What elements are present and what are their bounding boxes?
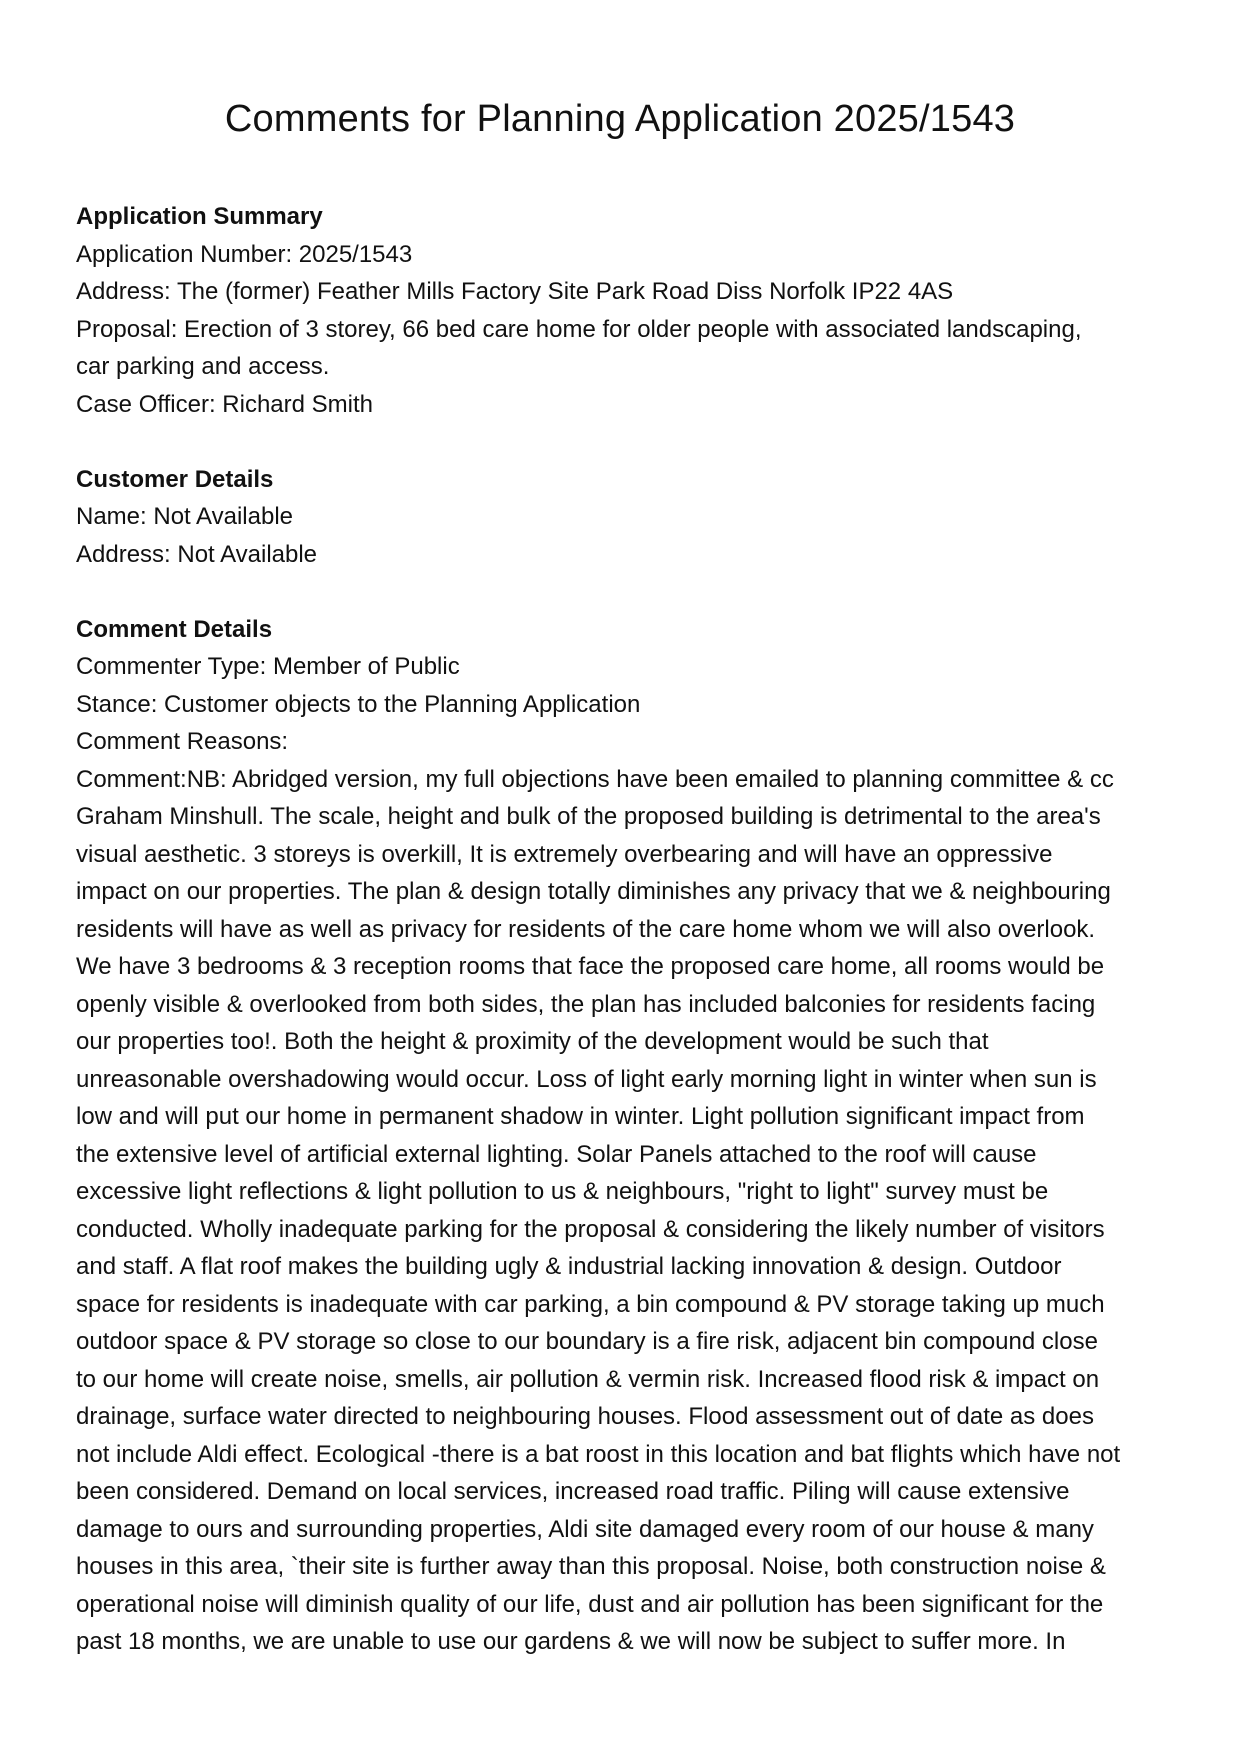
comment-line: unreasonable overshadowing would occur. Loss of light early morning light in winter when sun is — [76, 1065, 1097, 1093]
case-officer: Case Officer: Richard Smith — [76, 390, 373, 418]
page-title: Comments for Planning Application 2025/1543 — [224, 98, 1016, 140]
customer-details-section — [76, 461, 1176, 574]
customer-address: Address: Not Available — [76, 540, 318, 568]
section-heading: Application Summary — [76, 203, 323, 230]
comment-line: the extensive level of artificial external lighting. Solar Panels attached to the roof will cause — [76, 1140, 1037, 1168]
comment-line: Graham Minshull. The scale, height and bulk of the proposed building is detrimental to the area's — [76, 803, 1101, 830]
comment-details-section — [76, 611, 1176, 1661]
comment-line: damage to ours and surrounding properties, Aldi site damaged every room of our house & many — [76, 1515, 1094, 1543]
comment-text — [76, 761, 1176, 1661]
comment-line: openly visible & overlooked from both sides, the plan has included balconies for residents facing — [76, 990, 1096, 1018]
application-summary-section — [76, 198, 1176, 423]
comment-line: excessive light reflections & light pollution to us & neighbours, "right to light" survey must be — [76, 1178, 1049, 1205]
comment-line: not include Aldi effect. Ecological -there is a bat roost in this location and bat flights which have not — [76, 1440, 1121, 1468]
comment-line: residents will have as well as privacy for residents of the care home whom we will also overlook. — [76, 915, 1096, 943]
proposal-line: car parking and access. — [76, 353, 330, 380]
comment-line: impact on our properties. The plan & design totally diminishes any privacy that we & neighbouring — [76, 878, 1111, 905]
section-heading: Customer Details — [76, 465, 274, 493]
comment-line: Comment:NB: Abridged version, my full objections have been emailed to planning committee & cc — [76, 765, 1114, 793]
comment-line: our properties too!. Both the height & proximity of the development would be such that — [76, 1028, 989, 1055]
comment-line: low and will put our home in permanent shadow in winter. Light pollution significant impact from — [76, 1103, 1085, 1130]
comment-line: operational noise will diminish quality of our life, dust and air pollution has been significant for the — [76, 1590, 1104, 1618]
comment-line: outdoor space & PV storage so close to our boundary is a fire risk, adjacent bin compound close — [76, 1328, 1098, 1355]
application-number: Application Number: 2025/1543 — [76, 240, 413, 268]
comment-line: to our home will create noise, smells, air pollution & vermin risk. Increased flood risk & impact on — [76, 1365, 1100, 1393]
comment-line: houses in this area, `their site is further away than this proposal. Noise, both construction noise & — [76, 1553, 1106, 1580]
commenter-type: Commenter Type: Member of Public — [76, 653, 460, 680]
customer-name: Name: Not Available — [76, 503, 294, 530]
comment-reasons: Comment Reasons: — [76, 728, 289, 755]
stance: Stance: Customer objects to the Planning Application — [76, 690, 641, 718]
comment-line: past 18 months, we are unable to use our gardens & we will now be subject to suffer more. In — [76, 1628, 1066, 1655]
proposal-line: Proposal: Erection of 3 storey, 66 bed care home for older people with associated landscaping, — [76, 315, 1082, 343]
comment-line: been considered. Demand on local services, increased road traffic. Piling will cause extensive — [76, 1478, 1070, 1505]
application-address: Address: The (former) Feather Mills Factory Site Park Road Diss Norfolk IP22 4AS — [76, 278, 954, 305]
comment-line: visual aesthetic. 3 storeys is overkill, It is extremely overbearing and will have an oppressive — [76, 840, 1053, 868]
comment-line: space for residents is inadequate with car parking, a bin compound & PV storage taking up much — [76, 1290, 1105, 1318]
comment-line: conducted. Wholly inadequate parking for the proposal & considering the likely number of visitors — [76, 1215, 1105, 1243]
comment-line: and staff. A flat roof makes the building ugly & industrial lacking innovation & design. Outdoor — [76, 1253, 1062, 1280]
comment-line: drainage, surface water directed to neighbouring houses. Flood assessment out of date as does — [76, 1403, 1094, 1430]
section-heading: Comment Details — [76, 615, 273, 643]
comment-line: We have 3 bedrooms & 3 reception rooms that face the proposed care home, all rooms would be — [76, 953, 1105, 980]
document-body — [76, 198, 1176, 1698]
